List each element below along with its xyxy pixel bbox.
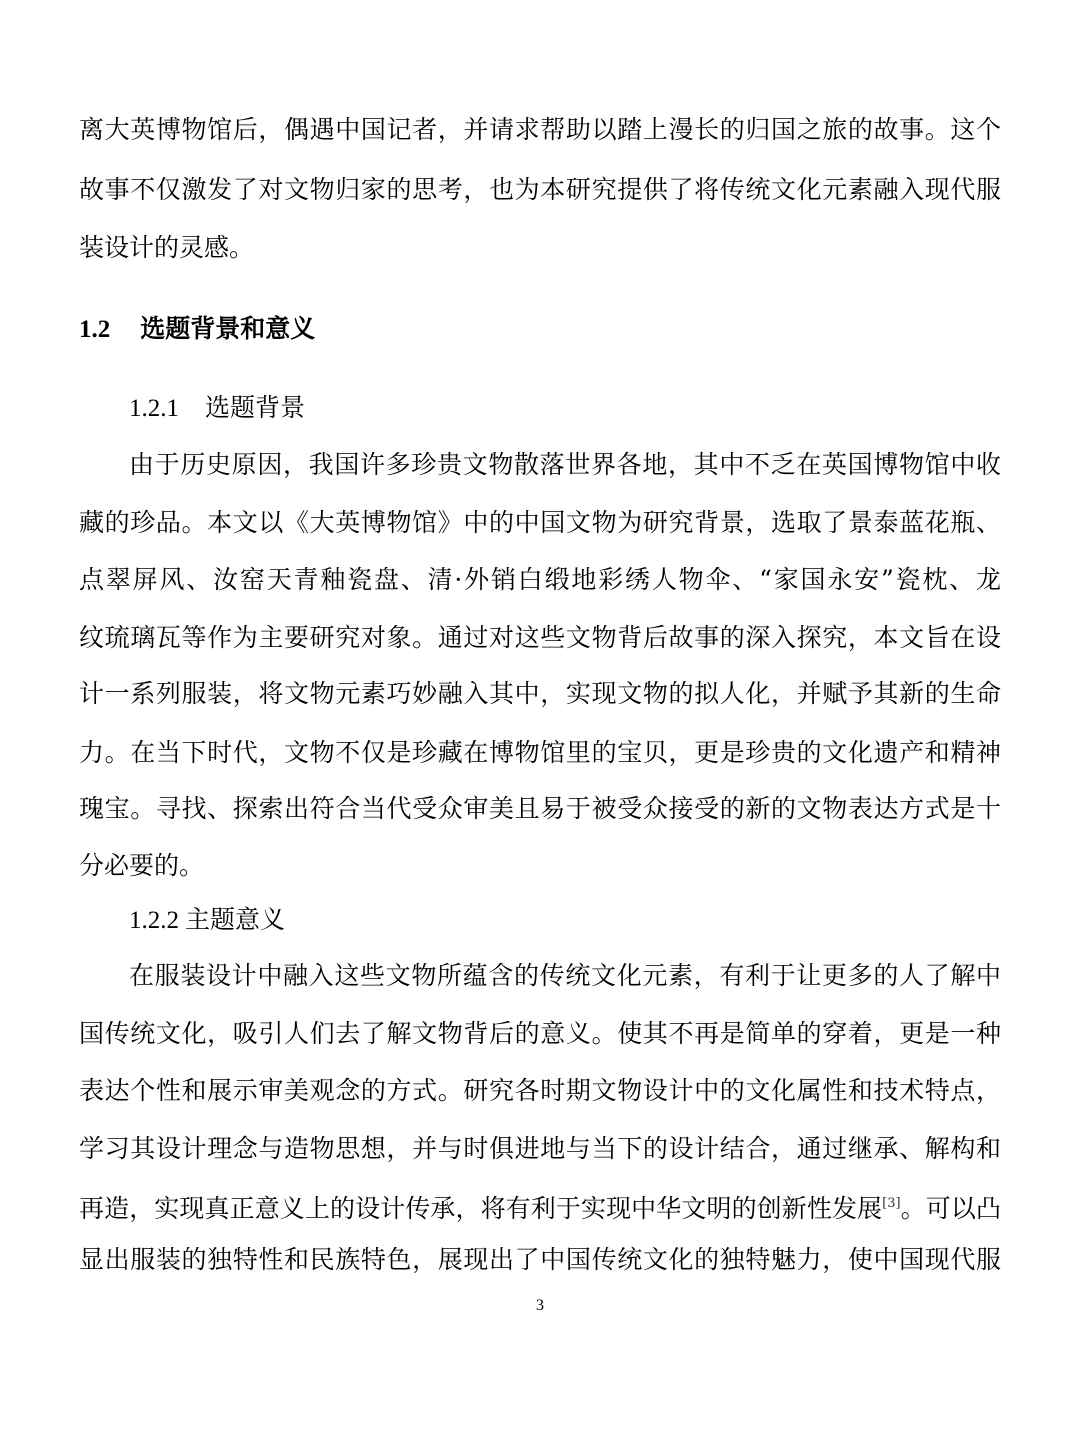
significance-line-5 [79,1188,1001,1225]
background-line-2: 藏的珍品。本文以《大英博物馆》中的中国文物为研究背景，选取了景泰蓝花瓶、 [79,508,1001,537]
intro-line-3: 装设计的灵感。 [79,233,255,262]
significance-line-1: 在服装设计中融入这些文物所蕴含的传统文化元素，有利于让更多的人了解中 [129,961,1001,990]
subsection-2-number: 1.2.2 [129,907,179,934]
cite-line-after: 。可以凸 [900,1194,1001,1223]
intro-line-1: 离大英博物馆后，偶遇中国记者，并请求帮助以踏上漫长的归国之旅的故事。这个 [79,115,1001,144]
subsection-2-title: 主题意义 [185,905,286,934]
significance-line-4: 学习其设计理念与造物思想，并与时俱进地与当下的设计结合，通过继承、解构和 [79,1134,1001,1163]
significance-line-6: 显出服装的独特性和民族特色，展现出了中国传统文化的独特魅力，使中国现代服 [79,1245,1001,1274]
background-line-1: 由于历史原因，我国许多珍贵文物散落世界各地，其中不乏在英国博物馆中收 [129,450,1001,479]
section-title: 选题背景和意义 [140,314,316,343]
subsection-heading-2 [129,904,285,937]
subsection-heading-1 [129,392,305,425]
section-number: 1.2 [79,316,111,343]
section-heading [79,313,315,346]
citation-reference[interactable]: [3] [882,1196,901,1211]
background-line-4: 纹琉璃瓦等作为主要研究对象。通过对这些文物背后故事的深入探究，本文旨在设 [79,623,1001,652]
background-line-8: 分必要的。 [79,851,205,880]
page-number: 3 [536,1297,544,1314]
significance-line-2: 国传统文化，吸引人们去了解文物背后的意义。使其不再是简单的穿着，更是一种 [79,1019,1001,1048]
background-line-6: 力。在当下时代，文物不仅是珍藏在博物馆里的宝贝，更是珍贵的文化遗产和精神 [79,738,1001,767]
background-line-7: 瑰宝。寻找、探索出符合当代受众审美且易于被受众接受的新的文物表达方式是十 [79,794,1001,823]
subsection-1-title: 选题背景 [205,393,306,422]
cite-line-before: 再造，实现真正意义上的设计传承，将有利于实现中华文明的创新性发展 [79,1194,883,1223]
subsection-1-number: 1.2.1 [129,395,179,422]
intro-line-2: 故事不仅激发了对文物归家的思考，也为本研究提供了将传统文化元素融入现代服 [79,175,1001,204]
significance-line-3: 表达个性和展示审美观念的方式。研究各时期文物设计中的文化属性和技术特点， [79,1076,1001,1105]
background-line-3: 点翠屏风、汝窑天青釉瓷盘、清·外销白缎地彩绣人物伞、“家国永安”瓷枕、龙 [79,565,1001,594]
background-line-5: 计一系列服装，将文物元素巧妙融入其中，实现文物的拟人化，并赋予其新的生命 [79,679,1001,708]
